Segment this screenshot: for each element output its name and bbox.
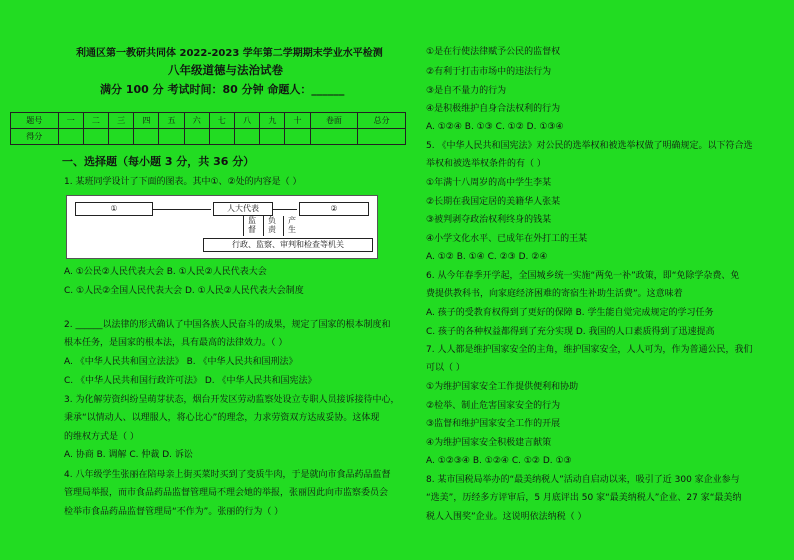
score-table — [10, 112, 406, 145]
score-cell: 十 — [285, 113, 310, 129]
score-blank[interactable] — [159, 129, 184, 145]
exam-info: 满分 100 分 考试时间：80 分钟 命题人：______ — [100, 83, 345, 96]
question-line: 举权和被选举权条件的有（ ） — [426, 159, 546, 169]
score-blank[interactable] — [310, 129, 358, 145]
question-line: C. 孩子的各种权益都得到了充分实现 D. 我国的人口素质得到了迅速提高 — [426, 327, 715, 337]
question-line: 4. 八年级学生张丽在陪母亲上街买菜时买到了变质牛肉，于是就向市食品药品监督 — [64, 470, 391, 480]
score-blank[interactable] — [260, 129, 285, 145]
score-cell: 三 — [109, 113, 134, 129]
score-blank[interactable] — [134, 129, 159, 145]
question-line: 检举市食品药品监督管理局“不作为”。张丽的行为（ ） — [64, 507, 284, 517]
section-heading: 一、选择题（每小题 3 分，共 36 分） — [62, 155, 255, 168]
question-line: 根本任务，是国家的根本法，具有最高的法律效力。（ ） — [64, 338, 288, 348]
question-line: ③是自不量力的行为 — [426, 86, 507, 96]
question-line: 的维权方式是（ ） — [64, 432, 139, 442]
diagram-arrow — [283, 216, 284, 236]
score-blank[interactable] — [235, 129, 260, 145]
question-line: ②检举、制止危害国家安全的行为 — [426, 401, 561, 411]
question-line: ④是积极维护自身合法权利的行为 — [426, 104, 561, 114]
diagram-arrow — [273, 209, 297, 210]
diagram-box-4: 行政、监察、审判和检查等机关 — [203, 238, 373, 252]
question-line: C. 《中华人民共和国行政许可法》 D. 《中华人民共和国宪法》 — [64, 376, 317, 386]
diagram-label-produce: 产生 — [288, 216, 296, 234]
score-cell: 八 — [235, 113, 260, 129]
score-cell: 题号 — [11, 113, 59, 129]
question-line: ④为维护国家安全积极建言献策 — [426, 438, 552, 448]
question-line: ④小学文化水平、已成年在外打工的王某 — [426, 234, 588, 244]
question-line: 3. 为化解劳资纠纷呈萌芽状态，烟台开发区劳动监察处设立专职人员接诉接待中心， — [64, 395, 400, 405]
diagram-arrow — [243, 216, 244, 236]
score-blank[interactable] — [58, 129, 83, 145]
score-cell: 四 — [134, 113, 159, 129]
question-line: 管理局举报，而市食品药品监督管理局不理会她的举报，张丽因此向市监察委员会 — [64, 488, 389, 498]
exam-title: 利通区第一教研共同体 2022-2023 学年第二学期期末学业水平检测 — [76, 48, 383, 59]
score-blank[interactable] — [209, 129, 234, 145]
score-cell: 一 — [58, 113, 83, 129]
question-line: ②有利于打击市场中的违法行为 — [426, 67, 552, 77]
question-line: “选美”，历经多方评审后，5 月底评出 50 家“最美纳税人”企业、27 家“最美纳 — [426, 493, 742, 503]
diagram-label-supervise: 监督 — [248, 216, 256, 234]
question-line: A. 《中华人民共和国立法法》 B. 《中华人民共和国刑法》 — [64, 357, 298, 367]
score-label: 得分 — [11, 129, 59, 145]
question-line: C. ①人民②全国人民代表大会 D. ①人民②人民代表大会制度 — [64, 286, 304, 296]
question-line: 可以（ ） — [426, 363, 465, 373]
question-line: A. 协商 B. 调解 C. 仲裁 D. 诉讼 — [64, 450, 193, 460]
diagram-label-responsible: 负责 — [268, 216, 276, 234]
question-line: A. ①②④ B. ①③ C. ①② D. ①③④ — [426, 122, 564, 132]
score-table-score-row — [11, 129, 406, 145]
score-cell: 七 — [209, 113, 234, 129]
question-line: ③监督和维护国家安全工作的开展 — [426, 419, 561, 429]
score-cell: 卷面 — [310, 113, 358, 129]
question-line: 7. 人人都是维护国家安全的主角，维护国家安全，人人可为，作为普通公民，我们 — [426, 345, 753, 355]
diagram-box-1: ① — [75, 202, 153, 216]
score-cell: 六 — [184, 113, 209, 129]
question-line: ①年满十八周岁的高中学生李某 — [426, 178, 552, 188]
score-cell: 九 — [260, 113, 285, 129]
question-line: A. 孩子的受教育权得到了更好的保障 B. 学生能自觉完成规定的学习任务 — [426, 308, 714, 318]
score-cell: 二 — [83, 113, 108, 129]
question-line: A. ①②③④ B. ①②④ C. ①② D. ①③ — [426, 456, 572, 466]
question-line: A. ①② B. ①④ C. ②③ D. ②④ — [426, 252, 548, 262]
diagram-box-3: ② — [299, 202, 369, 216]
score-blank[interactable] — [285, 129, 310, 145]
question-line: A. ①公民②人民代表大会 B. ①人民②人民代表大会 — [64, 267, 267, 277]
score-blank[interactable] — [109, 129, 134, 145]
question-line: 8. 某市国税局举办的“最美纳税人”活动自启动以来，吸引了近 300 家企业参与 — [426, 475, 740, 485]
score-blank[interactable] — [83, 129, 108, 145]
diagram-box-2: 人大代表 — [213, 202, 273, 216]
question-line: 2. ______以法律的形式确认了中国各族人民奋斗的成果，规定了国家的根本制度和 — [64, 320, 391, 330]
q1-diagram — [66, 195, 378, 259]
score-cell: 五 — [159, 113, 184, 129]
question-line: ①为维护国家安全工作提供便利和协助 — [426, 382, 579, 392]
question-line: 1. 某班同学设计了下面的图表。其中①、②处的内容是（ ） — [64, 177, 302, 187]
diagram-arrow — [263, 216, 264, 236]
diagram-arrow — [153, 209, 211, 210]
question-line: ②长期在我国定居的美籍华人张某 — [426, 197, 561, 207]
score-blank[interactable] — [184, 129, 209, 145]
exam-subtitle: 八年级道德与法治试卷 — [168, 63, 283, 77]
question-line: ③被判剥夺政治权利终身的钱某 — [426, 215, 552, 225]
score-blank[interactable] — [358, 129, 406, 145]
question-line: 5. 《中华人民共和国宪法》对公民的选举权和被选举权做了明确规定。以下符合选 — [426, 141, 753, 151]
question-line: 税人入围奖”企业。这说明依法纳税（ ） — [426, 512, 587, 522]
question-line: 秉承“以情动人、以理服人，将心比心”的理念，力求劳资双方达成妥协。这体现 — [64, 413, 380, 423]
score-cell: 总分 — [358, 113, 406, 129]
question-line: ①是在行使法律赋予公民的监督权 — [426, 47, 561, 57]
question-line: 费提供教科书，向家庭经济困难的寄宿生补助生活费”。这意味着 — [426, 289, 683, 299]
score-table-header-row — [11, 113, 406, 129]
question-line: 6. 从今年春季开学起，全国城乡统一实施“两免一补”政策，即“免除学杂费、免 — [426, 271, 740, 281]
